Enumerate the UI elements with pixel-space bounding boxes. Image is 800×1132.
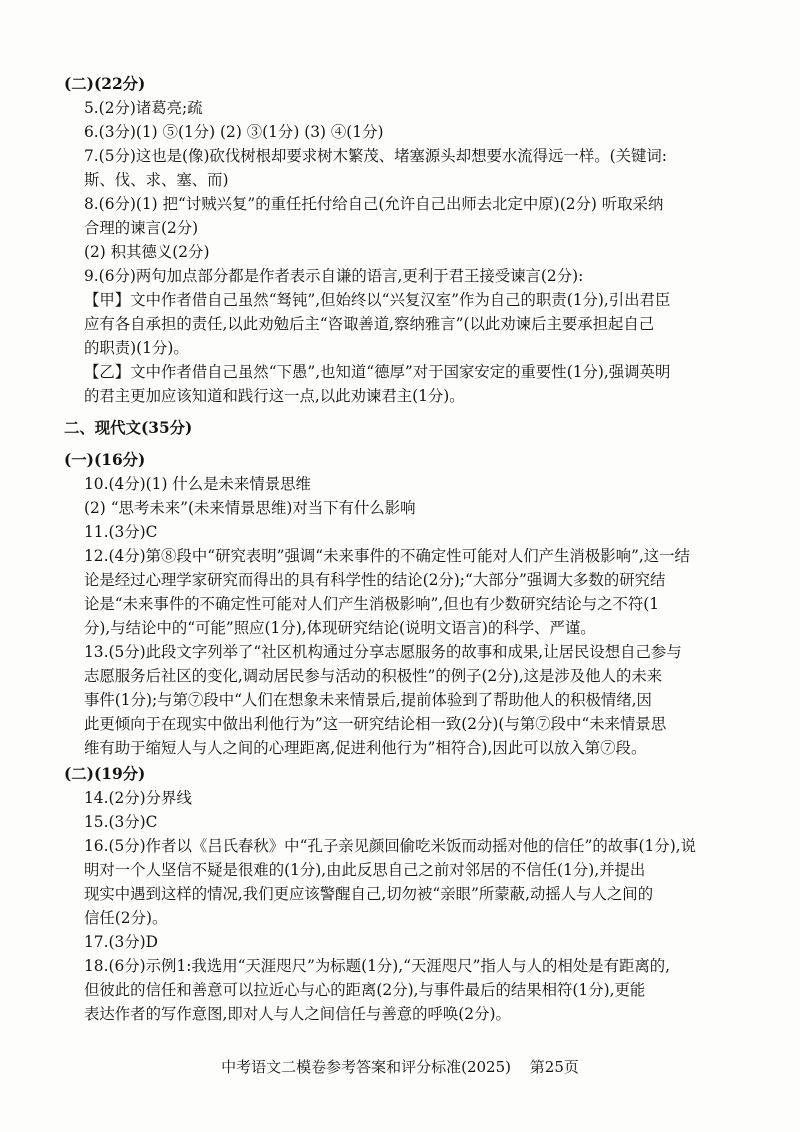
answer-line: 【甲】文中作者借自己虽然“驽钝”,但始终以“兴复汉室”作为自己的职责(1分),引出君臣 xyxy=(84,291,671,309)
answer-line: 表达作者的写作意图,即对人与人之间信任与善意的呼唤(2分)。 xyxy=(84,1005,511,1023)
answer-line: 7.(5分)这也是(像)砍伐树根却要求树木繁茂、堵塞源头却想要水流得远一样。(关键词: xyxy=(84,147,667,165)
answer-line: 论是经过心理学家研究而得出的具有科学性的结论(2分);“大部分”强调大多数的研究结 xyxy=(84,571,666,589)
answer-line: 论是“未来事件的不确定性可能对人们产生消极影响”,但也有少数研究结论与之不符(1 xyxy=(84,595,660,613)
answer-line: 信任(2分)。 xyxy=(84,909,168,927)
section-header: (二)(19分) xyxy=(64,765,146,783)
page-number: 第25页 xyxy=(529,1058,579,1076)
answer-line: 事件(1分);与第⑦段中“人们在想象未来情景后,提前体验到了帮助他人的积极情绪,因 xyxy=(84,691,652,709)
answer-line: 14.(2分)分界线 xyxy=(84,789,192,807)
answer-line: 合理的谏言(2分) xyxy=(84,219,199,237)
answer-line: 9.(6分)两句加点部分都是作者表示自谦的语言,更利于君王接受谏言(2分): xyxy=(84,267,584,285)
answer-line: 应有各自承担的责任,以此劝勉后主“咨诹善道,察纳雅言”(以此劝谏后主要承担起自己 xyxy=(84,315,655,333)
answer-line: 11.(3分)C xyxy=(84,523,158,541)
answer-line: 现实中遇到这样的情况,我们更应该警醒自己,切勿被“亲眼”所蒙蔽,动摇人与人之间的 xyxy=(84,885,654,903)
answer-line: 5.(2分)诸葛亮;疏 xyxy=(84,99,203,117)
answer-line: 10.(4分)(1) 什么是未来情景思维 xyxy=(84,475,311,493)
answer-line: 18.(6分)示例1:我选用“天涯咫尺”为标题(1分),“天涯咫尺”指人与人的相处是有距离的, xyxy=(84,957,671,975)
section-header: (二)(22分) xyxy=(64,75,146,93)
answer-line: 但彼此的信任和善意可以拉近心与心的距离(2分),与事件最后的结果相符(1分),更能 xyxy=(84,981,646,999)
answer-line: 明对一个人坚信不疑是很难的(1分),由此反思自己之前对邻居的不信任(1分),并提出 xyxy=(84,861,646,879)
answer-line: 16.(5分)作者以《吕氏春秋》中“孔子亲见颜回偷吃米饭而动摇对他的信任”的故事(1分),说 xyxy=(84,837,696,855)
answer-line: (2) “思考未来”(未来情景思维)对当下有什么影响 xyxy=(84,499,416,517)
answer-line: 13.(5分)此段文字列举了“社区机构通过分享志愿服务的故事和成果,让居民设想自己参与 xyxy=(84,643,682,661)
answer-line: 12.(4分)第⑧段中“研究表明”强调“未来事件的不确定性可能对人们产生消极影响”,这一结 xyxy=(84,547,690,565)
answer-line: 17.(3分)D xyxy=(84,933,159,951)
answer-line: 的职责)(1分)。 xyxy=(84,339,189,357)
answer-line: 分),与结论中的“可能”照应(1分),体现研究结论(说明文语言)的科学、严谨。 xyxy=(84,619,596,637)
page-footer xyxy=(0,1056,800,1077)
answer-line: 维有助于缩短人与人之间的心理距离,促进利他行为”相符合),因此可以放入第⑦段。 xyxy=(84,739,647,757)
answer-line: 志愿服务后社区的变化,调动居民参与活动的积极性”的例子(2分),这是涉及他人的未来 xyxy=(84,667,663,685)
section-header: 二、现代文(35分) xyxy=(64,419,193,437)
answer-line: 斯、伐、求、塞、而) xyxy=(84,171,229,189)
answer-line: 的君主更加应该知道和践行这一点,以此劝谏君主(1分)。 xyxy=(84,387,465,405)
answer-line: (2) 积其德义(2分) xyxy=(84,243,210,261)
answer-line: 15.(3分)C xyxy=(84,813,158,831)
answer-line: 6.(3分)(1) ⑤(1分) (2) ③(1分) (3) ④(1分) xyxy=(84,123,384,141)
answer-line: 此更倾向于在现实中做出利他行为”这一研究结论相一致(2分)(与第⑦段中“未来情景思 xyxy=(84,715,667,733)
section-header: (一)(16分) xyxy=(64,451,146,469)
footer-title: 中考语文二模卷参考答案和评分标准(2025) xyxy=(221,1058,511,1076)
answer-line: 【乙】文中作者借自己虽然“下愚”,也知道“德厚”对于国家安定的重要性(1分),强调英明 xyxy=(84,363,671,381)
answer-line: 8.(6分)(1) 把“讨贼兴复”的重任托付给自己(允许自己出师去北定中原)(2分) 听取采纳 xyxy=(84,195,664,213)
